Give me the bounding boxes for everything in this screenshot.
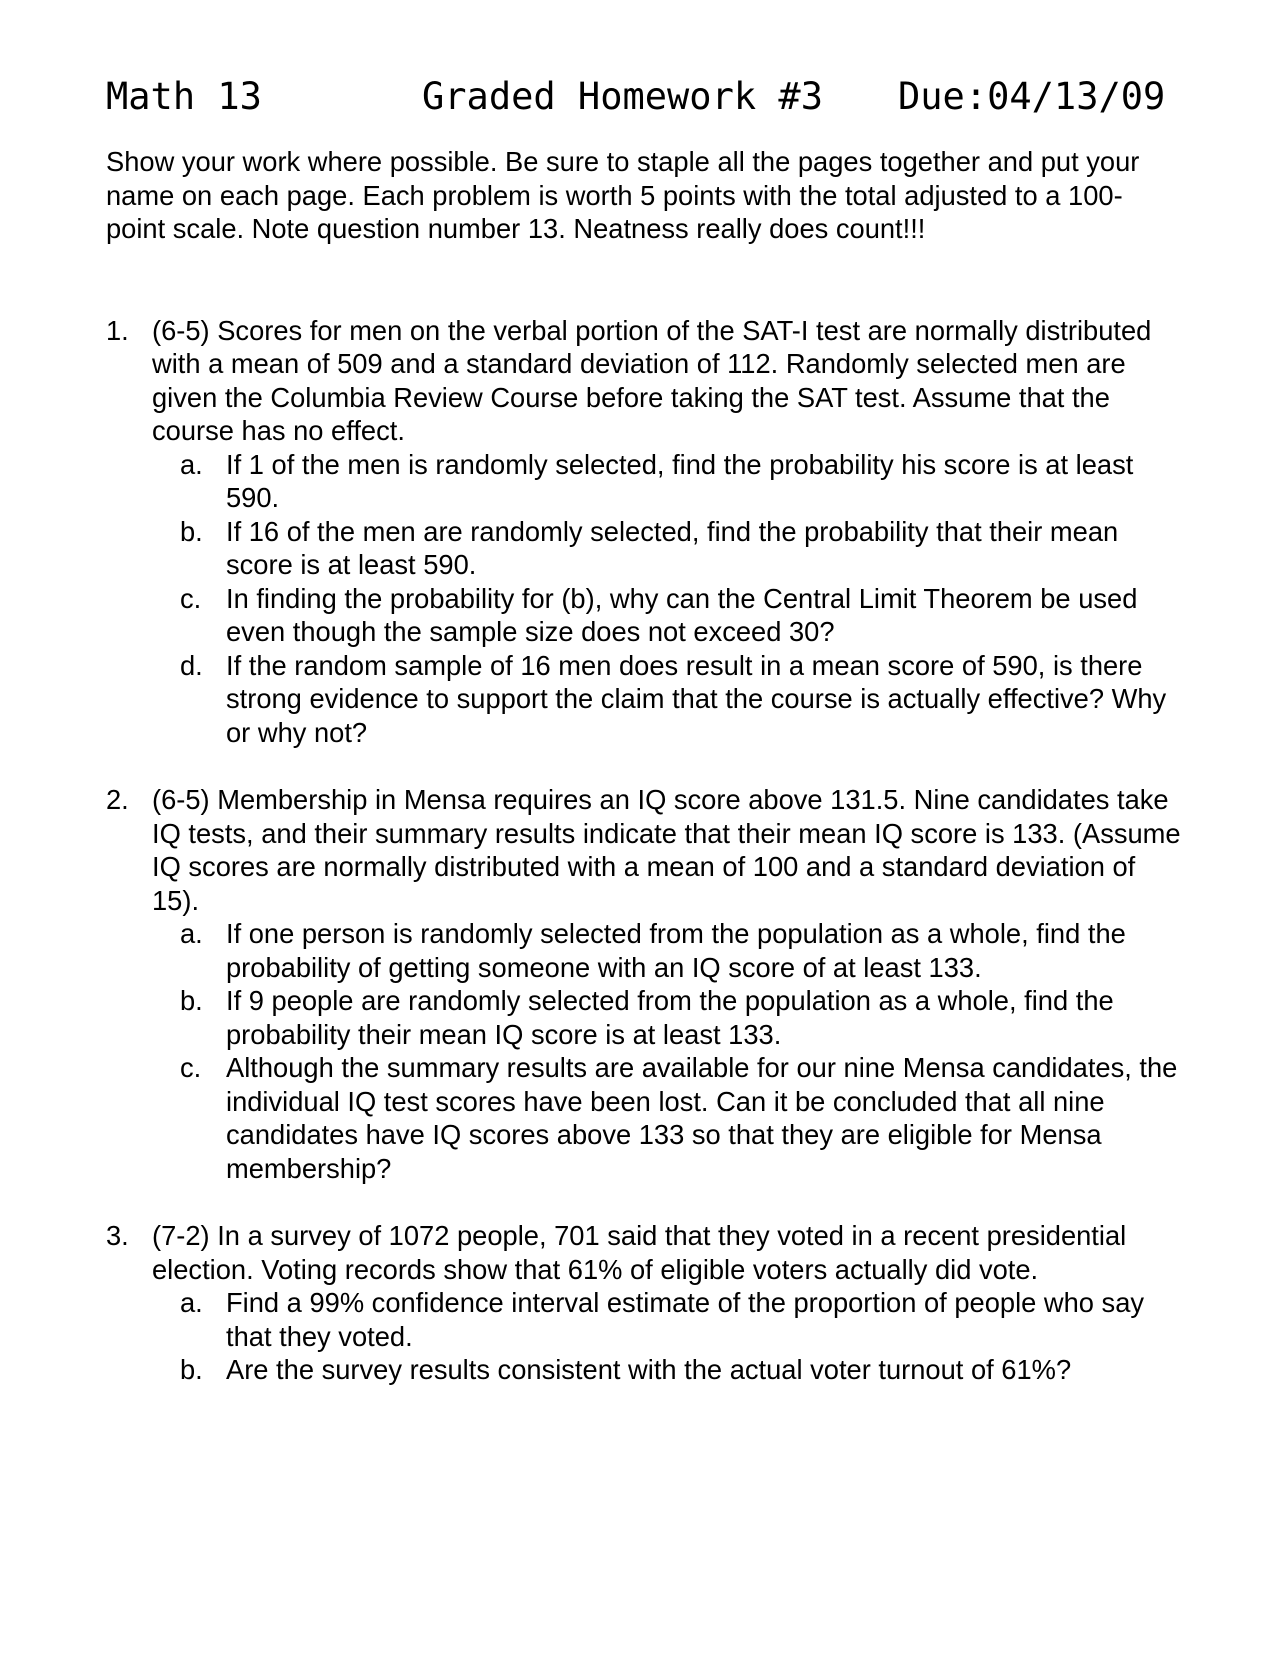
question-part — [106, 1051, 1181, 1185]
part-letter: b. — [180, 1354, 203, 1385]
part-text: If the random sample of 16 men does result in a mean score of 590, is there strong evidence to support the claim that the course is actually effective? Why or why not? — [226, 649, 1167, 748]
part-letter: a. — [180, 1287, 203, 1318]
page-header — [106, 72, 1176, 122]
part-text: If 16 of the men are randomly selected, find the probability that their mean score is at least 590. — [226, 515, 1119, 580]
assignment-title: Graded Homework #3 — [422, 75, 823, 118]
course-name: Math 13 — [106, 75, 262, 118]
question-parts — [152, 448, 1181, 750]
question-1 — [106, 314, 1181, 750]
part-letter: b. — [180, 515, 203, 547]
part-text: If one person is randomly selected from the population as a whole, find the probability of getting someone with an IQ score of at least 133. — [226, 918, 1126, 983]
question-text: (7-2) In a survey of 1072 people, 701 said that they voted in a recent presidential election. Voting records show that 61% of eligible voters actually did vote. — [152, 1220, 1127, 1285]
question-text: (6-5) Membership in Mensa requires an IQ score above 131.5. Nine candidates take IQ tests, and their summary results indicate that their mean IQ score is 133. (Assume IQ scores are normally distributed with a mean of 100 and a standard deviation of 15). — [152, 784, 1181, 916]
part-text: Although the summary results are available for our nine Mensa candidates, the individual IQ test scores have been lost. Can it be concluded that all nine candidates have IQ scores above 133 so that they are eligible for Mensa membership? — [226, 1052, 1178, 1184]
question-part — [106, 649, 1181, 750]
question-number: 1. — [106, 314, 129, 346]
question-3 — [106, 1219, 1181, 1387]
question-parts — [152, 1286, 1181, 1387]
question-text: (6-5) Scores for men on the verbal portion of the SAT-I test are normally distributed with a mean of 509 and a standard deviation of 112. Randomly selected men are given the Columbia Review Course before taking the SAT test. Assume that the course has no effect. — [152, 314, 1152, 446]
question-parts — [152, 917, 1181, 1185]
question-2 — [106, 783, 1181, 1185]
due-date: Due:04/13/09 — [898, 75, 1166, 118]
part-letter: a. — [180, 918, 203, 949]
instructions: Show your work where possible. Be sure to staple all the pages together and put your name on each page. Each problem is worth 5 points with the total adjusted to a 100-point scale. Note question number 13. Neatness really does count!!! — [106, 146, 1140, 244]
part-letter: b. — [180, 985, 203, 1016]
part-text: If 1 of the men is randomly selected, find the probability his score is at least 590. — [226, 448, 1134, 513]
part-text: Are the survey results consistent with the actual voter turnout of 61%? — [226, 1354, 1072, 1385]
question-part — [106, 984, 1181, 1051]
part-letter: c. — [180, 1052, 202, 1083]
question-part — [106, 1286, 1181, 1353]
part-text: In finding the probability for (b), why can the Central Limit Theorem be used even though the sample size does not exceed 30? — [226, 582, 1138, 647]
part-letter: c. — [180, 582, 202, 614]
question-part — [106, 582, 1181, 649]
part-text: Find a 99% confidence interval estimate of the proportion of people who say that they voted. — [226, 1287, 1145, 1352]
part-text: If 9 people are randomly selected from the population as a whole, find the probability their mean IQ score is at least 133. — [226, 985, 1114, 1050]
part-letter: a. — [180, 448, 203, 480]
question-part — [106, 515, 1181, 582]
question-part — [106, 1353, 1181, 1387]
document-body — [106, 145, 1181, 1421]
question-number: 3. — [106, 1220, 129, 1251]
part-letter: d. — [180, 649, 203, 681]
question-part — [106, 917, 1181, 984]
question-number: 2. — [106, 784, 129, 815]
question-part — [106, 448, 1181, 515]
